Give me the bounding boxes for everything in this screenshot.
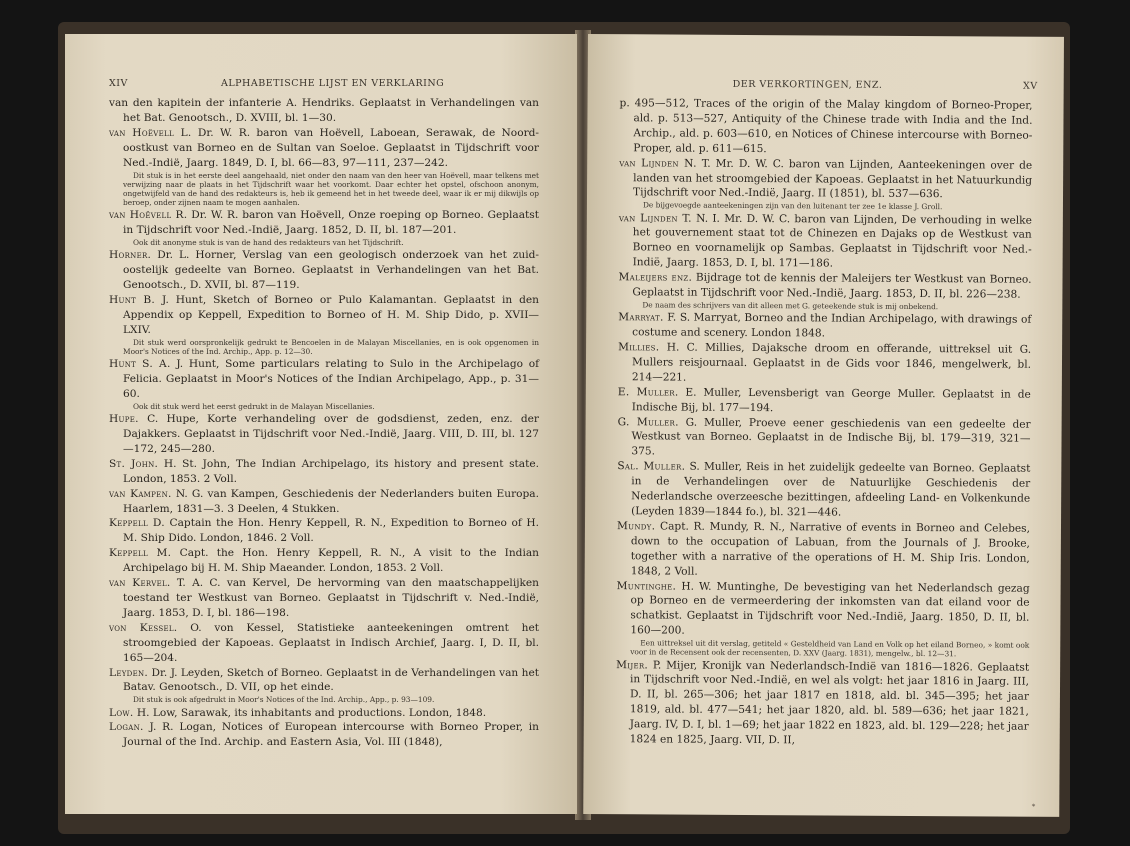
entry-text: H. Low, Sarawak, its inhabitants and productions. London, 1848. [136, 706, 487, 719]
entry-text: Dr. L. Horner, Verslag van een geologisch onderzoek van het zuid-oostelijk gedeelte van Borneo. Geplaatst in Verhandelingen van het Bat. Genootsch., D. XVII, bl. 87—119. [123, 249, 539, 292]
left-page-header [65, 78, 577, 94]
left-page-body [109, 96, 539, 750]
footnote-text: Ook dit anonyme stuk is van de hand des redakteurs van het Tijdschrift. [133, 238, 404, 248]
bibliography-entry [109, 720, 539, 750]
entry-text: S. Muller, Reis in het zuidelijk gedeelte van Borneo. Geplaatst in de Verhandelingen over de Natuurlijke Geschiedenis der Nederlandsche overzeesche bezittingen, afdeeling Land- en Volkenkunde (Leyden 1839—1844 fo.), bl. 321—446. [631, 460, 1031, 519]
left-page-number: XIV [109, 78, 128, 89]
entry-text: Dr. W. R. baron van Hoëvell, Onze roeping op Borneo. Geplaatst in Tijdschrift voor Ned.-Indië, Jaarg. 1852, D. II, bl. 187—201. [123, 209, 539, 237]
right-page-running-title: DER VERKORTINGEN, ENZ. [732, 78, 883, 91]
entry-text: N. I. Mr. D. W. C. baron van Lijnden, De verhouding in welke het gouvernement staat tot de Chinezen en Dajaks op de Westkust van Borneo en voornamelijk op Sambas. Geplaatst in Tijdschrift voor Ned.-Indië, Jaarg. 1853, D. I, bl. 171—186. [632, 212, 1032, 270]
entry-text: H. St. John, The Indian Archipelago, its history and present state. London, 1853. 2 Voll. [123, 457, 539, 485]
bibliography-entry [109, 126, 539, 171]
entry-text: Captain the Hon. Henry Keppell, R. N., Expedition to Borneo of H. M. Ship Dido. London, 1846. 2 Voll. [123, 517, 540, 545]
entry-abbreviation: van Lijnden T. [618, 211, 692, 225]
bibliography-entry [618, 270, 1031, 302]
bibliography-entry [618, 385, 1031, 417]
entry-abbreviation: van Hoëvell R. [109, 209, 188, 222]
entry-abbreviation: St. John. [109, 457, 159, 470]
entry-abbreviation: van Kervel. [109, 577, 171, 590]
bibliography-entry [109, 621, 539, 666]
left-page-running-title: ALPHABETISCHE LIJST EN VERKLARING [221, 78, 445, 89]
footnote [630, 638, 1029, 659]
bibliography-entry [109, 208, 539, 238]
bibliography-entry [109, 706, 539, 721]
entry-text: T. A. C. van Kervel, De hervorming van den maatschappelijken toestand ter Westkust van Borneo. Geplaatst in Tijdschrift v. Ned.-Indië, Jaarg. 1853, D. I, bl. 186—198. [123, 577, 540, 619]
entry-abbreviation: Logan. [109, 721, 144, 734]
entry-abbreviation: E. Muller. [617, 385, 679, 399]
bibliography-entry [619, 96, 1032, 158]
bibliography-entry [619, 211, 1032, 273]
entry-abbreviation: Hunt B. [109, 294, 156, 307]
entry-abbreviation: Muntinghe. [616, 579, 677, 593]
footnote-text: Dit stuk is ook afgedrukt in Moor's Notices of the Ind. Archip., App., p. 93—109. [133, 695, 435, 705]
entry-abbreviation: Horner. [109, 249, 152, 262]
bibliography-entry [109, 96, 539, 126]
entry-text: C. Hupe, Korte verhandeling over de godsdienst, zeden, enz. der Dajakkers. Geplaatst in Tijdschrift voor Ned.-Indië, Jaarg. VIII, D. III, bl. 127—172, 245—280. [123, 413, 539, 455]
left-page [65, 34, 577, 814]
right-page-body [616, 96, 1033, 749]
entry-abbreviation: Maleijers enz. [618, 271, 693, 284]
bibliography-entry [109, 516, 539, 546]
footnote-text: Ook dit stuk werd het eerst gedrukt in de Malayan Miscellanies. [133, 401, 375, 411]
bibliography-entry [617, 415, 1030, 462]
entry-text: E. Muller, Levensberigt van George Muller. Geplaatst in de Indische Bij, bl. 177—194. [631, 386, 1031, 414]
entry-text: N. G. van Kampen, Geschiedenis der Nederlanders buiten Europa. Haarlem, 1831—3. 3 Deelen, 4 Stukken. [123, 487, 539, 515]
bibliography-entry [617, 459, 1030, 521]
bibliography-entry [619, 156, 1032, 203]
bibliography-entry [616, 658, 1030, 750]
entry-abbreviation: Mijer. [616, 658, 649, 671]
bibliography-entry [109, 666, 539, 696]
entry-text: p. 495—512, Traces of the origin of the Malay kingdom of Borneo-Proper, ald. p. 513—527, Antiquity of the Chinese trade with India and the Ind. Archip., ald. p. 603—610, en Notices of Chinese intercourse with Borneo-Proper, ald. p. 611—615. [619, 97, 1033, 155]
entry-text: F. S. Marryat, Borneo and the Indian Archipelago, with drawings of costume and scenery. London 1848. [632, 311, 1032, 340]
right-page-header [588, 78, 1064, 97]
bibliography-entry [618, 310, 1031, 342]
entry-text: H. W. Muntinghe, De bevestiging van het Nederlandsch gezag op Borneo en de vermeerdering der inkomsten van dat eiland voor de schatkist. Geplaatst in Tijdschrift voor Ned.-Indië, Jaarg. 1850, D. II, bl. 160—200. [630, 580, 1030, 637]
footnote-text: De naam des schrijvers van dit alleen met G. geteekende stuk is mij onbekend. [642, 300, 939, 312]
bibliography-entry [617, 519, 1030, 581]
entry-abbreviation: Leyden. [109, 666, 149, 679]
bibliography-entry [109, 293, 539, 338]
entry-abbreviation: van Hoëvell L. [109, 126, 192, 139]
entry-abbreviation: Hunt S. A. [109, 358, 171, 371]
entry-text: H. C. Millies, Dajaksche droom en offerande, uittreksel uit G. Mullers reisjournaal. Geplaatst in de Gids voor 1846, mengelwerk, bl. 214—221. [631, 341, 1032, 384]
entry-abbreviation: Sal. Muller. [617, 460, 686, 473]
entry-abbreviation: Hupe. [109, 413, 139, 426]
entry-abbreviation: Keppell D. [109, 517, 165, 530]
entry-text: Dr. W. R. baron van Hoëvell, Laboean, Serawak, de Noord-oostkust van Borneo en de Sultan van Soeloe. Geplaatst in Tijdschrift voor Ned.-Indië, Jaarg. 1849, D. I, bl. 66—83, 97—111, 237—242. [123, 126, 539, 169]
entry-abbreviation: Low. [109, 706, 134, 719]
signature-mark: * [1031, 802, 1036, 811]
entry-text: G. Muller, Proeve eener geschiedenis van een gedeelte der Westkust van Borneo. Geplaatst in de Indische Bij, bl. 179—319, 321—375. [631, 416, 1031, 458]
entry-text: J. R. Logan, Notices of European intercourse with Borneo Proper, in Journal of the Ind. Archip. and Eastern Asia, Vol. III (1848), [123, 721, 540, 749]
entry-text: Capt. R. Mundy, R. N., Narrative of events in Borneo and Celebes, down to the occupation of Labuan, from the Journals of J. Brooke, together with a narrative of the operations of H. M. Ship Iris. London, 1848, 2 Voll. [630, 520, 1031, 578]
footnote-text: Dit stuk werd oorspronkelijk gedrukt te Bencoelen in de Malayan Miscellanies, en is ook opgenomen in Moor's Notices of the Ind. Archip., App. p. 12—30. [123, 337, 539, 356]
footnote-text: Een uittreksel uit dit verslag, getiteld « Gesteldheid van Land en Volk op het eiland Borneo, » komt ook voor in de Recensent ook der recensenten, D. XXV (Jaarg. 1831), mengelw., bl. 12—31. [630, 638, 1030, 659]
entry-abbreviation: van Kampen. [109, 487, 172, 500]
bibliography-entry [109, 412, 539, 457]
footnote [123, 402, 539, 411]
bibliography-entry [616, 579, 1029, 641]
bibliography-entry [109, 487, 539, 517]
bibliography-entry [109, 546, 539, 576]
entry-abbreviation: Keppell M. [109, 547, 172, 560]
bibliography-entry [109, 576, 539, 621]
entry-text: O. von Kessel, Statistieke aanteekeningen omtrent het stroomgebied der Kapoeas. Geplaatst in Indisch Archief, Jaarg. I, D. II, bl. 165—204. [123, 621, 539, 664]
entry-text: Capt. the Hon. Henry Keppell, R. N., A visit to the Indian Archipelago bij H. M. Ship Maeander. London, 1853. 2 Voll. [123, 547, 539, 575]
footnote-text: Dit stuk is in het eerste deel aangehaald, niet onder den naam van den heer van Hoëvell, maar telkens met verwijzing naar de plaats in het Tijdschrift waar het voorkomt. Daar echter het opstel, ofschoon anonym, ongetwijfeld van de hand des redakteurs is, heb ik gemeend het in het tweede deel, waar ik er mij dikwijls op beroep, onder zijnen naam te mogen aanhalen. [123, 170, 539, 208]
bibliography-entry [109, 457, 539, 487]
bibliography-entry [618, 340, 1031, 387]
entry-abbreviation: von Kessel. [109, 621, 178, 634]
footnote [123, 171, 539, 208]
right-page [583, 34, 1064, 817]
entry-text: Bijdrage tot de kennis der Maleijers ter Westkust van Borneo. Geplaatst in Tijdschrift voor Ned.-Indië, Jaarg. 1853, D. II, bl. 226—238. [632, 271, 1032, 301]
right-page-number: XV [1023, 80, 1038, 92]
footnote [123, 338, 539, 356]
entry-text: T. Mr. D. W. C. baron van Lijnden, Aanteekeningen over de landen van het stroomgebied der Kapoeas. Geplaatst in het Natuurkundig Tijdschrift voor Ned.-Indië, Jaarg. II (1851), bl. 537—636. [632, 157, 1033, 201]
entry-abbreviation: Marryat. [618, 311, 664, 324]
entry-abbreviation: van Lijnden N. [619, 156, 697, 170]
entry-text: P. Mijer, Kronijk van Nederlandsch-Indië van 1816—1826. Geplaatst in Tijdschrift voor Ned.-Indië, en wel als volgt: het jaar 1816 in Jaarg. III, D. II, bl. 265—306; het jaar 1817 en 1818, ald. bl. 345—395; het jaar 1819, ald. bl. 477—541; het jaar 1820, ald. bl. 589—636; het jaar 1821, Jaarg. IV, D. I, bl. 1—69; het jaar 1822 en 1823, ald. bl. 129—228; het jaar 1824 en 1825, Jaarg. VII, D. II, [629, 658, 1030, 747]
bibliography-entry [109, 357, 539, 402]
footnote [123, 695, 539, 704]
bibliography-entry [109, 248, 539, 293]
entry-text: J. Hunt, Sketch of Borneo or Pulo Kalamantan. Geplaatst in den Appendix op Keppell, Expedition to Borneo of H. M. Ship Dido, p. XVII—LXIV. [123, 294, 540, 336]
entry-abbreviation: Millies. [618, 341, 660, 354]
entry-text: Dr. J. Leyden, Sketch of Borneo. Geplaatst in de Verhandelingen van het Batav. Genootsch., D. VII, op het einde. [123, 666, 539, 694]
footnote-text: De bijgevoegde aanteekeningen zijn van den luitenant ter zee 1e klasse J. Groll. [642, 200, 943, 212]
footnote [123, 238, 539, 247]
entry-abbreviation: Mundy. [616, 520, 656, 533]
entry-abbreviation: G. Muller. [617, 415, 679, 429]
entry-text: J. Hunt, Some particulars relating to Sulo in the Archipelago of Felicia. Geplaatst in Moor's Notices of the Indian Archipelago, App., p. 31—60. [123, 358, 540, 401]
entry-text: van den kapitein der infanterie A. Hendriks. Geplaatst in Verhandelingen van het Bat. Genootsch., D. XVIII, bl. 1—30. [109, 97, 539, 124]
